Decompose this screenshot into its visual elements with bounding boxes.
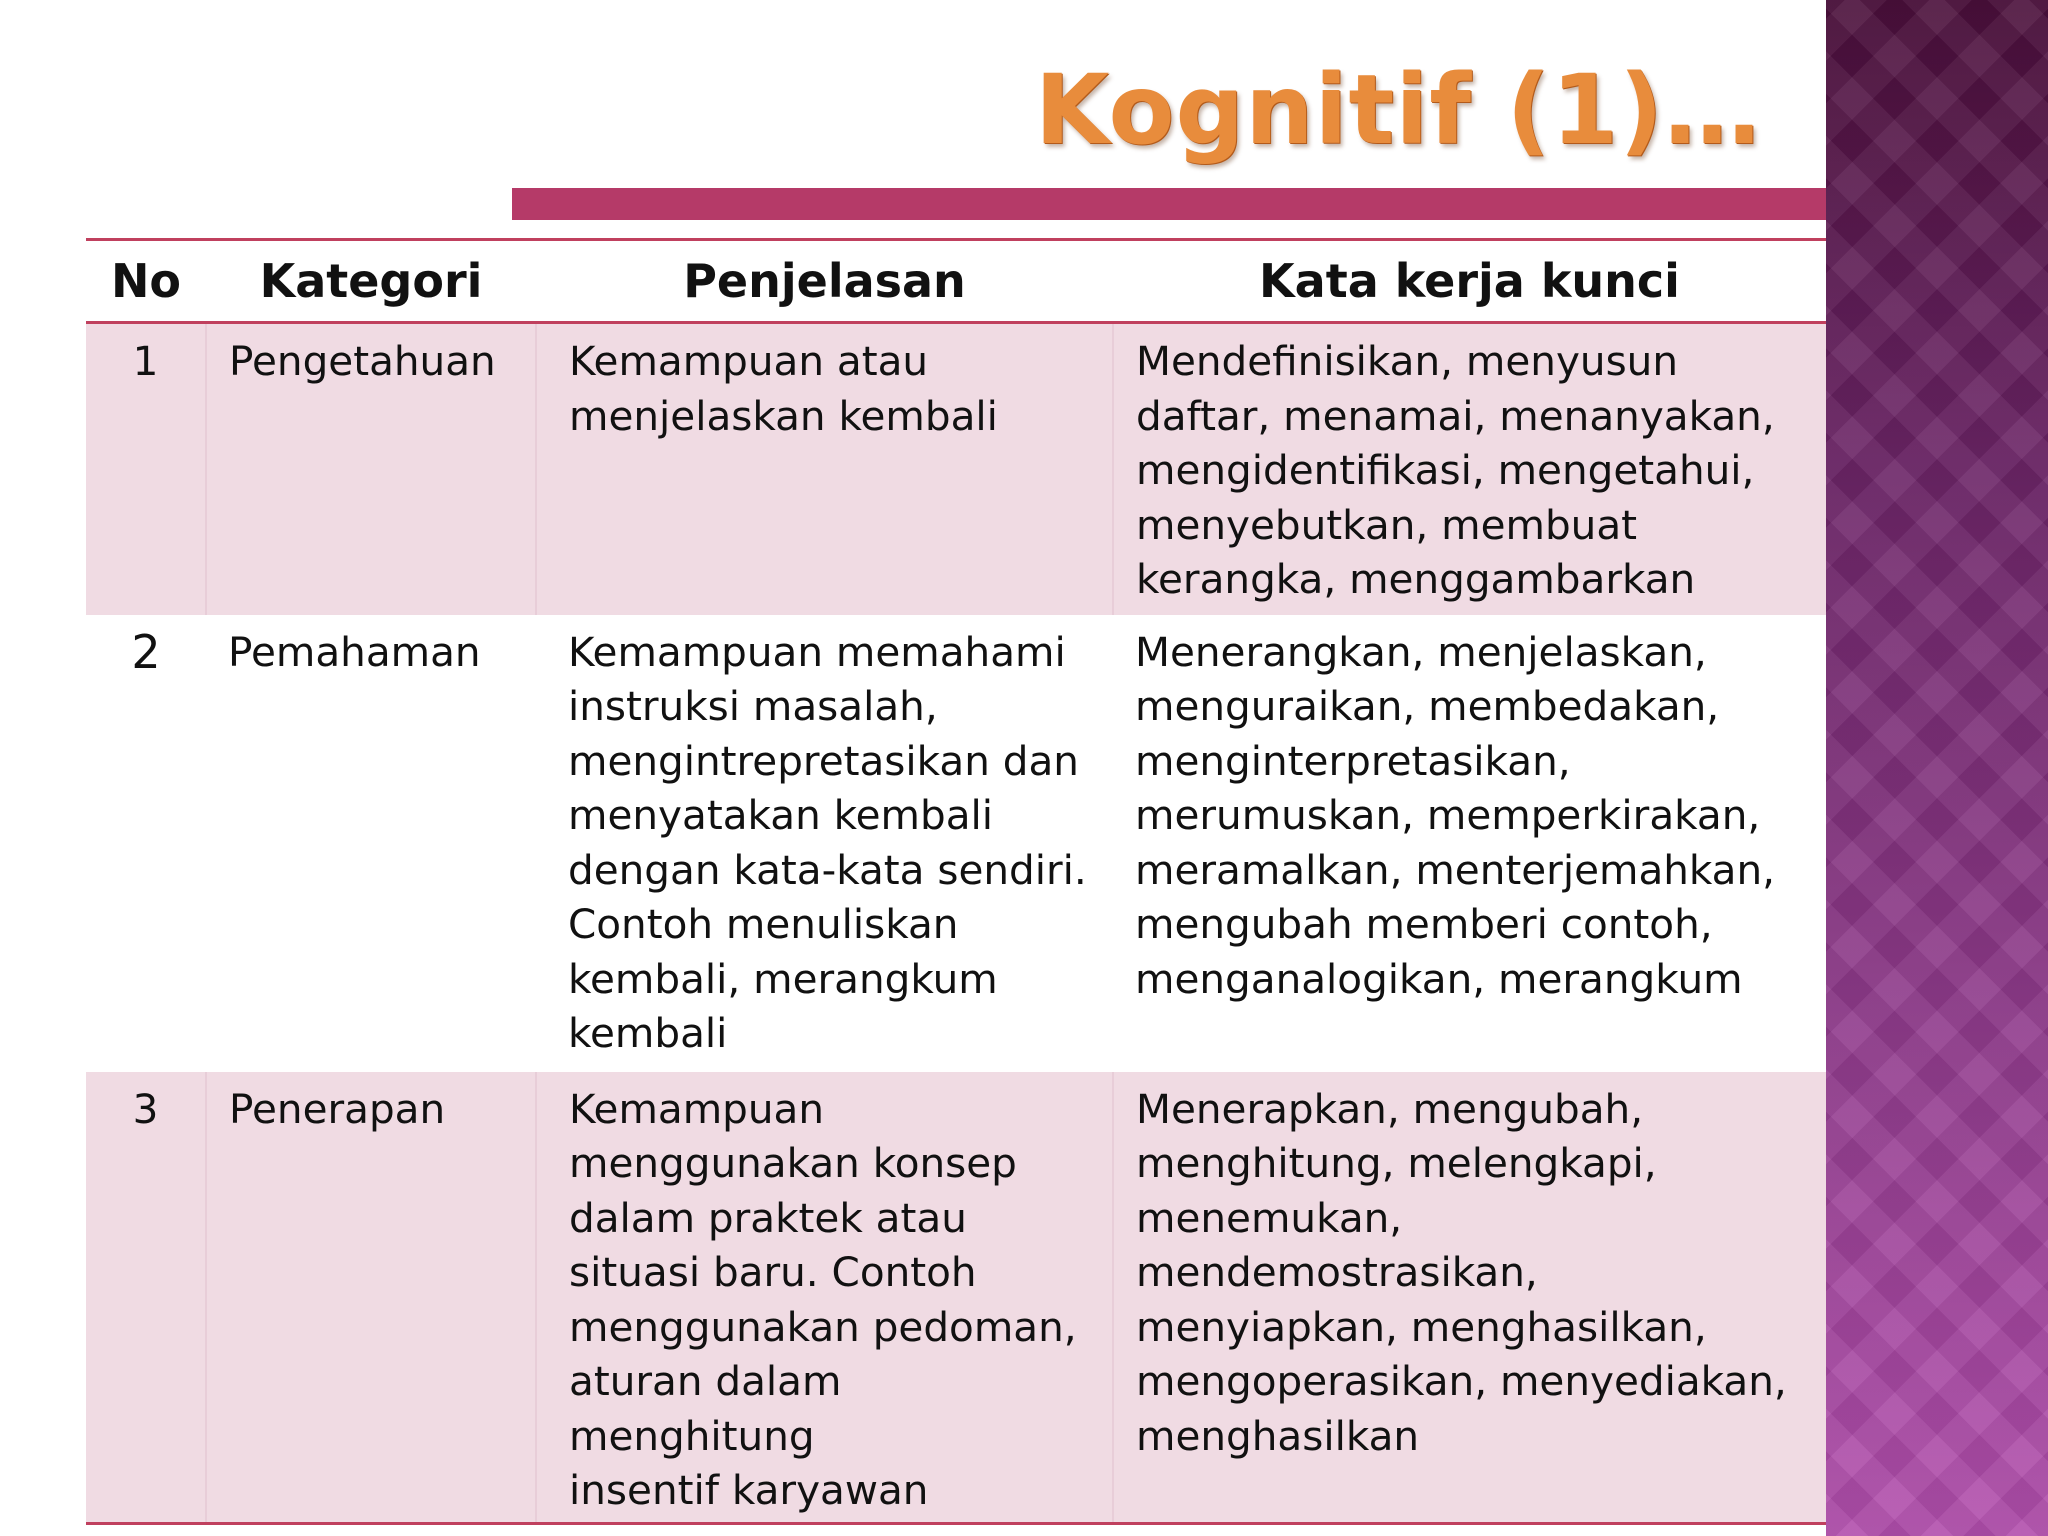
slide-title: Kognitif (1)… — [1034, 54, 1761, 166]
header-no: No — [86, 240, 206, 323]
cell-penjelasan: Kemampuan menggunakan konsep dalam praktek atau situasi baru. Contoh menggunakan pedoman, aturan dalam menghitung insentif karyawan — [536, 1072, 1113, 1524]
cell-penjelasan: Kemampuan memahami instruksi masalah, mengintrepretasikan dan menyatakan kembali dengan kata-kata sendiri. Contoh menuliskan kembali, merangkum kembali — [536, 615, 1113, 1072]
cell-kategori: Penerapan — [206, 1072, 536, 1524]
header-kategori: Kategori — [206, 240, 536, 323]
table-header-row — [86, 240, 1826, 323]
title-accent-bar — [512, 188, 1826, 220]
header-kata-kerja-kunci: Kata kerja kunci — [1113, 240, 1826, 323]
decorative-side-panel — [1826, 0, 2048, 1536]
cell-kata-kerja: Mendefinisikan, menyusun daftar, menamai, menanyakan, mengidentifikasi, mengetahui, menyebutkan, membuat kerangka, menggambarkan — [1113, 323, 1826, 615]
table-row — [86, 615, 1826, 1072]
cell-kata-kerja: Menerangkan, menjelaskan, menguraikan, membedakan, menginterpretasikan, merumuskan, memperkirakan, meramalkan, menterjemahkan, mengubah memberi contoh, menganalogikan, merangkum — [1113, 615, 1826, 1072]
cell-kata-kerja: Menerapkan, mengubah, menghitung, melengkapi, menemukan, mendemostrasikan, menyiapkan, menghasilkan, mengoperasikan, menyediakan, menghasilkan — [1113, 1072, 1826, 1524]
cell-penjelasan: Kemampuan atau menjelaskan kembali — [536, 323, 1113, 615]
kognitif-table — [86, 238, 1826, 1525]
table-container — [86, 238, 1826, 1525]
cell-kategori: Pemahaman — [206, 615, 536, 1072]
cell-no: 2 — [86, 615, 206, 1072]
header-penjelasan: Penjelasan — [536, 240, 1113, 323]
cell-kategori: Pengetahuan — [206, 323, 536, 615]
cell-no: 1 — [86, 323, 206, 615]
cell-no: 3 — [86, 1072, 206, 1524]
table-row — [86, 323, 1826, 615]
table-row — [86, 1072, 1826, 1524]
